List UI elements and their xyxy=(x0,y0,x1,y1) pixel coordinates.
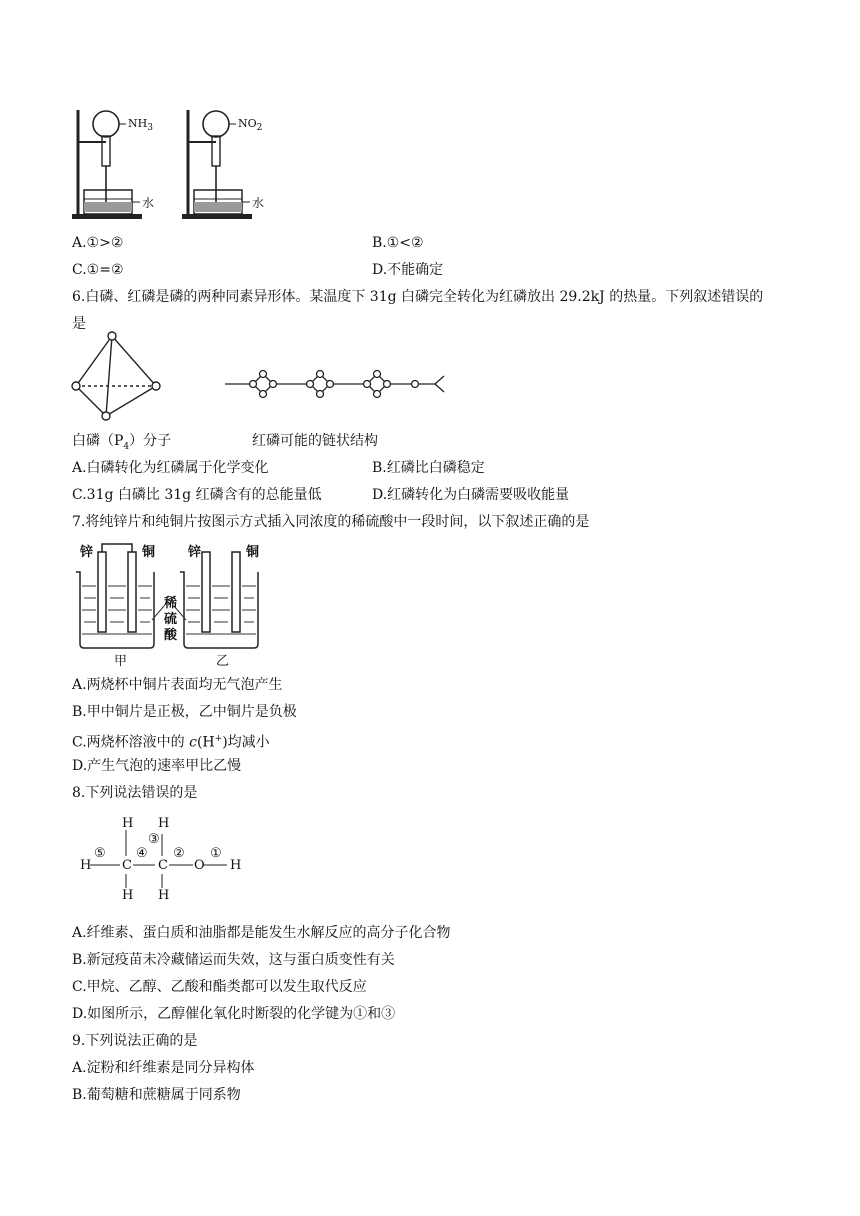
water-label-2: 水 xyxy=(252,196,265,210)
atom-c: C xyxy=(122,858,132,873)
gas-label-nh3: $NH_3$ xyxy=(128,117,153,134)
atom-h: H xyxy=(230,858,242,873)
gas-label-no2: $NO_2$ xyxy=(238,117,263,134)
atom-c: C xyxy=(158,858,168,873)
atom-h: H xyxy=(122,888,134,903)
phosphorus-structures-figure xyxy=(70,330,450,424)
q5-option-c: C.①=② xyxy=(72,262,124,278)
acid-label: 稀 硫 酸 xyxy=(164,596,178,643)
atom-h: H xyxy=(122,816,134,831)
q7-option-b: B.甲中铜片是正极，乙中铜片是负极 xyxy=(72,704,297,720)
q6-option-a: A.白磷转化为红磷属于化学变化 xyxy=(72,460,269,476)
q9-option-b: B.葡萄糖和蔗糖属于同系物 xyxy=(72,1087,241,1103)
bond-label-3: ③ xyxy=(148,832,160,847)
copper-label-jia: 铜 xyxy=(142,545,156,560)
white-phosphorus-caption: 白磷$(P_4)$分子 xyxy=(72,433,172,452)
atom-o: O xyxy=(194,858,205,873)
q5-option-d: D.不能确定 xyxy=(372,262,444,278)
q6-option-c: C.31g 白磷比 31g 红磷含有的总能量低 xyxy=(72,487,322,503)
atom-h: H xyxy=(158,888,170,903)
q6-option-d: D.红磷转化为白磷需要吸收能量 xyxy=(372,487,570,503)
ethanol-structure-figure xyxy=(72,818,252,908)
bond-label-4: ④ xyxy=(136,846,148,861)
q5-option-b: B.①<② xyxy=(372,235,424,251)
q9-stem: 9.下列说法正确的是 xyxy=(72,1033,198,1049)
atom-h: H xyxy=(158,816,170,831)
water-label-1: 水 xyxy=(142,196,155,210)
q8-option-c: C.甲烷、乙醇、乙酸和酯类都可以发生取代反应 xyxy=(72,979,367,995)
q7-option-c: C.两烧杯溶液中的 c(H+)均减小 xyxy=(72,734,270,751)
q6-stem-line2: 是 xyxy=(72,316,86,332)
copper-label-yi: 铜 xyxy=(246,545,260,560)
atom-h: H xyxy=(80,858,92,873)
q9-option-a: A.淀粉和纤维素是同分异构体 xyxy=(72,1060,255,1076)
bond-label-1: ① xyxy=(210,846,222,861)
q7-stem: 7.将纯锌片和纯铜片按图示方式插入同浓度的稀硫酸中一段时间，以下叙述正确的是 xyxy=(72,514,590,530)
q7-option-a: A.两烧杯中铜片表面均无气泡产生 xyxy=(72,677,283,693)
bond-label-2: ② xyxy=(173,846,185,861)
zinc-label-jia: 锌 xyxy=(80,545,94,560)
q8-option-d: D.如图所示，乙醇催化氧化时断裂的化学键为①和③ xyxy=(72,1006,396,1022)
q8-option-a: A.纤维素、蛋白质和油脂都是能发生水解反应的高分子化合物 xyxy=(72,925,451,941)
q6-option-b: B.红磷比白磷稳定 xyxy=(372,460,485,476)
q6-stem-line1: 6.白磷、红磷是磷的两种同素异形体。某温度下 31g 白磷完全转化为红磷放出 29.2kJ 的热量。下列叙述错误的 xyxy=(72,289,764,305)
q8-stem: 8.下列说法错误的是 xyxy=(72,785,198,801)
q5-option-a: A.①>② xyxy=(72,235,124,251)
beaker-label-yi: 乙 xyxy=(216,654,230,669)
beaker-label-jia: 甲 xyxy=(114,654,128,669)
red-phosphorus-caption: 红磷可能的链状结构 xyxy=(252,433,378,449)
q7-option-d: D.产生气泡的速率甲比乙慢 xyxy=(72,758,242,774)
bond-label-5: ⑤ xyxy=(94,846,106,861)
zinc-label-yi: 锌 xyxy=(188,545,202,560)
q8-option-b: B.新冠疫苗未冷藏储运而失效，这与蛋白质变性有关 xyxy=(72,952,395,968)
